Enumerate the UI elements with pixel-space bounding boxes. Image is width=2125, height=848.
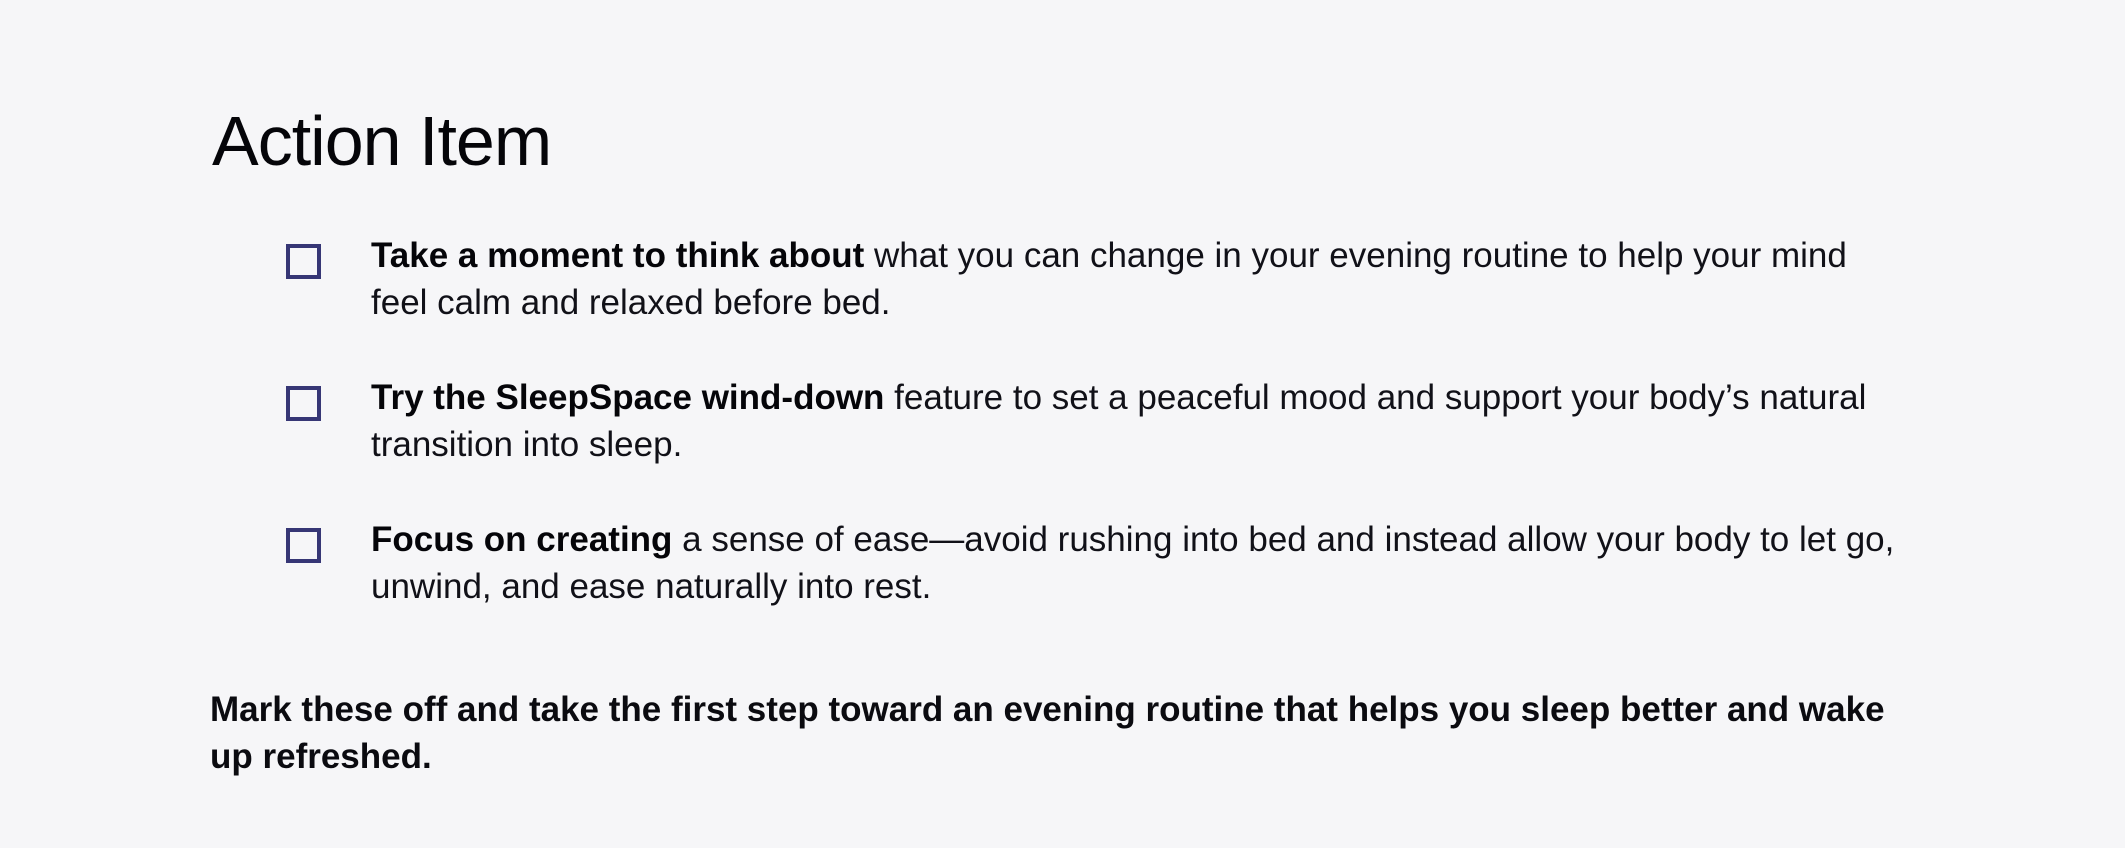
checklist-item <box>286 516 1906 610</box>
checklist-item-detail-text: what you can change in your evening routine to help your mind feel calm and relaxed before bed. <box>371 236 1847 322</box>
checklist-item-bold-text: Take a moment to think about <box>371 236 865 275</box>
checkbox-icon[interactable] <box>286 528 321 563</box>
checklist-item-detail-text: feature to set a peaceful mood and support your body’s natural transition into sleep. <box>371 378 1867 464</box>
checklist-item-text <box>371 516 1906 610</box>
checkbox-icon[interactable] <box>286 244 321 279</box>
action-checklist <box>286 232 1906 658</box>
closing-instruction: Mark these off and take the first step toward an evening routine that helps you sleep better and wake up refreshed. <box>210 690 1885 776</box>
checklist-item-bold-text: Focus on creating <box>371 520 673 559</box>
page-title: Action Item <box>212 102 552 180</box>
checkbox-icon[interactable] <box>286 386 321 421</box>
checklist-item-text <box>371 374 1906 468</box>
checklist-item-text <box>371 232 1906 326</box>
checklist-item-bold-text: Try the SleepSpace wind-down <box>371 378 885 417</box>
checklist-item <box>286 374 1906 468</box>
checklist-item-detail-text: a sense of ease—avoid rushing into bed and instead allow your body to let go, unwind, and ease naturally into rest. <box>371 520 1895 606</box>
checklist-item <box>286 232 1906 326</box>
